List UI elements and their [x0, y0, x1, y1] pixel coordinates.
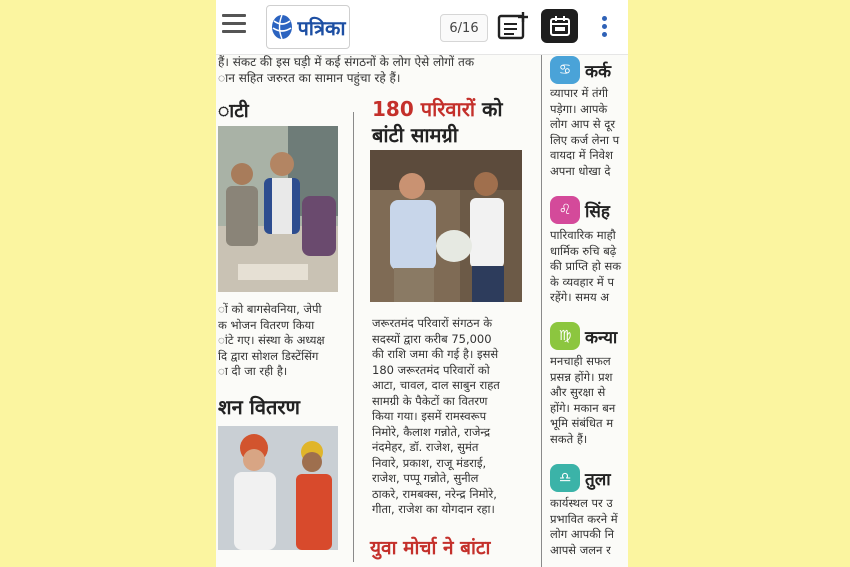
column-divider [353, 112, 354, 562]
text-line: व्यापार में तंगी [550, 86, 608, 100]
text-line: पारिवारिक माहौ [550, 228, 616, 242]
page-indicator[interactable]: 6/16 [440, 14, 488, 42]
zodiac-leo-text [550, 228, 628, 306]
app-screen [216, 0, 628, 567]
text-line: अपना धोखा दे [550, 163, 611, 178]
globe-icon [270, 13, 294, 41]
heading-highlight: 180 परिवारों [372, 97, 476, 121]
text-line: प्रसन्न होंगे। प्रश [550, 369, 613, 384]
virgo-sign-icon: ♍ [550, 322, 580, 350]
heading-line-2: बांटी सामग्री [372, 123, 458, 147]
text-line: निवारे, प्रकाश, राजू मंडराई, [372, 455, 487, 470]
calendar-button[interactable] [541, 9, 578, 43]
text-line: आपसे जलन र [550, 542, 611, 557]
left-heading-2: शन वितरण [218, 395, 301, 419]
zodiac-name: कर्क [585, 61, 612, 82]
text-line: दि द्वारा सोशल डिस्टेंसिंग [218, 348, 319, 363]
calendar-icon [549, 15, 571, 37]
bottom-heading: युवा मोर्चा ने बांटा [370, 537, 491, 559]
text-line: और सुरक्षा से [550, 385, 606, 399]
text-line: निमोरे, कैलाश गन्नोते, राजेन्द्र [372, 424, 491, 439]
photo-food-distribution [218, 126, 338, 292]
text-line: गीता, राजेश का योगदान रहा। [372, 502, 495, 516]
text-line: की राशि जमा की गई है। इससे [372, 347, 499, 361]
text-line: आटा, चावल, दाल साबुन राहत [372, 378, 500, 392]
add-edition-icon[interactable] [496, 10, 530, 42]
text-line: सकते हैं। [550, 431, 588, 446]
text-line: सामग्री के पैकेटों का वितरण [372, 393, 488, 408]
more-options-icon[interactable] [600, 16, 608, 40]
text-line: सदस्यों द्वारा करीब 75,000 [372, 331, 492, 346]
left-body [218, 302, 348, 380]
zodiac-name: तुला [585, 469, 611, 490]
zodiac-virgo-text [550, 354, 628, 447]
text-line: मनचाही सफल [550, 354, 611, 368]
intro-line: हैं। संकट की इस घड़ी में कई संगठनों के लोग ऐसे लोगों तक [218, 55, 475, 69]
text-line: कार्यस्थल पर उ [550, 496, 613, 510]
zodiac-leo-title [550, 196, 610, 224]
heading-text: को [475, 97, 503, 121]
libra-sign-icon: ♎ [550, 464, 580, 492]
app-toolbar [216, 0, 628, 55]
intro-text [218, 54, 540, 86]
text-line: लोग आप से दूर [550, 117, 616, 131]
text-line: के व्यवहार में प [550, 274, 614, 289]
text-line: धार्मिक रुचि बढ़े [550, 243, 617, 258]
patrika-logo[interactable] [266, 5, 350, 49]
photo-ration-distribution [218, 426, 338, 550]
text-line: भूमि संबंधित म [550, 416, 614, 430]
zodiac-libra-title [550, 464, 611, 492]
text-line: लोग आपकी नि [550, 527, 615, 541]
center-body [372, 316, 538, 518]
cancer-sign-icon: ♋ [550, 56, 580, 84]
text-line: रहेंगे। समय अ [550, 290, 610, 304]
intro-line: ान सहित जरुरत का सामान पहुंचा रहे हैं। [218, 71, 401, 85]
text-line: नंदमेहर, डॉ. राजेश, सुमंत [372, 440, 479, 454]
text-line: क भोजन वितरण किया [218, 317, 315, 332]
zodiac-libra-text [550, 496, 628, 558]
text-line: ा दी जा रही है। [218, 364, 288, 378]
column-divider [541, 54, 542, 567]
text-line: 180 जरूरतमंद परिवारों को [372, 362, 490, 377]
hamburger-menu-icon[interactable] [222, 14, 246, 34]
text-line: जरूरतमंद परिवारों संगठन के [372, 316, 493, 330]
text-line: किया गया। इसमें रामस्वरूप [372, 409, 487, 423]
center-heading [372, 96, 522, 148]
zodiac-virgo-title [550, 322, 617, 350]
text-line: वायदा में निवेश [550, 148, 613, 162]
zodiac-cancer-text [550, 86, 628, 179]
text-line: होंगे। मकान बन [550, 400, 616, 415]
text-line: प्रभावित करने में [550, 511, 618, 526]
text-line: ों को बागसेवनिया, जेपी [218, 302, 322, 316]
zodiac-cancer-title [550, 56, 611, 84]
text-line: ांटे गए। संस्था के अध्यक्ष [218, 333, 325, 347]
zodiac-name: सिंह [585, 201, 610, 222]
left-heading: ाटी [218, 100, 249, 122]
leo-sign-icon: ♌ [550, 196, 580, 224]
text-line: ठाकरे, रामबक्स, नरेन्द्र निमोरे, [372, 486, 497, 501]
newspaper-page[interactable] [216, 54, 628, 567]
logo-text: पत्रिका [297, 15, 346, 40]
text-line: राजेश, पप्पू गन्नोते, सुनील [372, 471, 479, 485]
text-line: लिए कर्ज लेना प [550, 132, 620, 147]
text-line: की प्राप्ति हो सक [550, 259, 622, 273]
text-line: पड़ेगा। आपके [550, 101, 608, 116]
photo-180-families [370, 150, 522, 302]
zodiac-name: कन्या [585, 327, 618, 348]
